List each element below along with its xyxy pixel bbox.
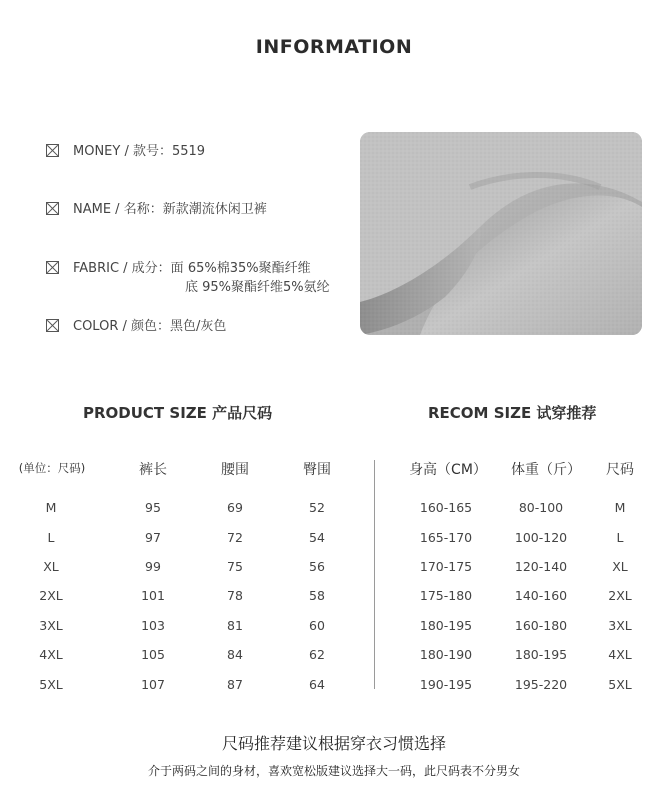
info-name-text: NAME / 名称：新款潮流休闲卫裤 [73,202,267,217]
table-header-length: 裤长 [139,462,167,478]
info-color-text: COLOR / 颜色：黑色/灰色 [73,319,227,334]
table-divider [374,460,375,689]
checkbox-cross-icon [46,144,59,157]
size-cell: 4XL [39,647,63,662]
recom-size-heading: RECOM SIZE 试穿推荐 [428,404,597,422]
info-fabric-row [46,259,330,297]
footer-recommendation-title: 尺码推荐建议根据穿衣习惯选择 [221,734,446,753]
height-cell: 180-190 [419,647,473,662]
waist-cell: 84 [227,647,243,662]
checkbox-cross-icon [46,319,59,332]
length-cell: 97 [145,530,161,545]
height-cell: 160-165 [419,500,473,515]
size-cell: XL [43,559,59,574]
height-cell: 165-170 [419,530,473,545]
hip-cell: 60 [309,618,325,633]
waist-cell: 81 [227,618,243,633]
hip-cell: 56 [309,559,325,574]
table-header-unit: (单位：尺码) [18,461,86,475]
size-cell: 2XL [39,588,63,603]
waist-cell: 69 [227,500,243,515]
table-header-weight: 体重（斤） [511,462,581,478]
info-fabric-text-line2: 底 95%聚酯纤维5%氨纶 [185,280,330,295]
checkbox-cross-icon [46,261,59,274]
height-cell: 170-175 [419,559,473,574]
info-money-row [46,142,205,161]
fabric-photo [360,132,642,335]
table-header-height: 身高（CM） [409,462,487,478]
hip-cell: 64 [309,677,325,692]
height-cell: 180-195 [419,618,473,633]
size-cell: 3XL [39,618,63,633]
length-cell: 101 [141,588,165,603]
size-cell: 4XL [608,647,632,662]
page-title: INFORMATION [255,36,413,58]
info-fabric-text: FABRIC / 成分：面 65%棉35%聚酯纤维 [73,261,311,276]
height-cell: 175-180 [419,588,473,603]
hip-cell: 58 [309,588,325,603]
info-name-row [46,200,267,219]
waist-cell: 87 [227,677,243,692]
weight-cell: 120-140 [514,559,568,574]
size-cell: L [47,530,55,545]
height-cell: 190-195 [419,677,473,692]
size-cell: 5XL [608,677,632,692]
info-color-row [46,317,226,336]
weight-cell: 80-100 [518,500,564,515]
waist-cell: 75 [227,559,243,574]
size-cell: 3XL [608,618,632,633]
length-cell: 107 [141,677,165,692]
info-money-text: MONEY / 款号：5519 [73,144,206,159]
size-cell: L [616,530,624,545]
footer-recommendation-note: 介于两码之间的身材，喜欢宽松版建议选择大一码，此尺码表不分男女 [147,764,520,778]
length-cell: 105 [141,647,165,662]
length-cell: 103 [141,618,165,633]
length-cell: 95 [145,500,161,515]
table-header-hip: 臀围 [303,462,331,478]
length-cell: 99 [145,559,161,574]
waist-cell: 78 [227,588,243,603]
weight-cell: 100-120 [514,530,568,545]
size-cell: XL [612,559,628,574]
size-cell: 5XL [39,677,63,692]
weight-cell: 195-220 [514,677,568,692]
weight-cell: 180-195 [514,647,568,662]
size-cell: M [614,500,626,515]
waist-cell: 72 [227,530,243,545]
hip-cell: 62 [309,647,325,662]
table-header-waist: 腰围 [221,462,249,478]
table-header-size: 尺码 [606,462,634,478]
size-cell: 2XL [608,588,632,603]
hip-cell: 54 [309,530,325,545]
hip-cell: 52 [309,500,325,515]
weight-cell: 140-160 [514,588,568,603]
checkbox-cross-icon [46,202,59,215]
size-cell: M [45,500,57,515]
grey-fleece-fabric-image [360,132,642,335]
product-size-heading: PRODUCT SIZE 产品尺码 [83,404,273,422]
weight-cell: 160-180 [514,618,568,633]
